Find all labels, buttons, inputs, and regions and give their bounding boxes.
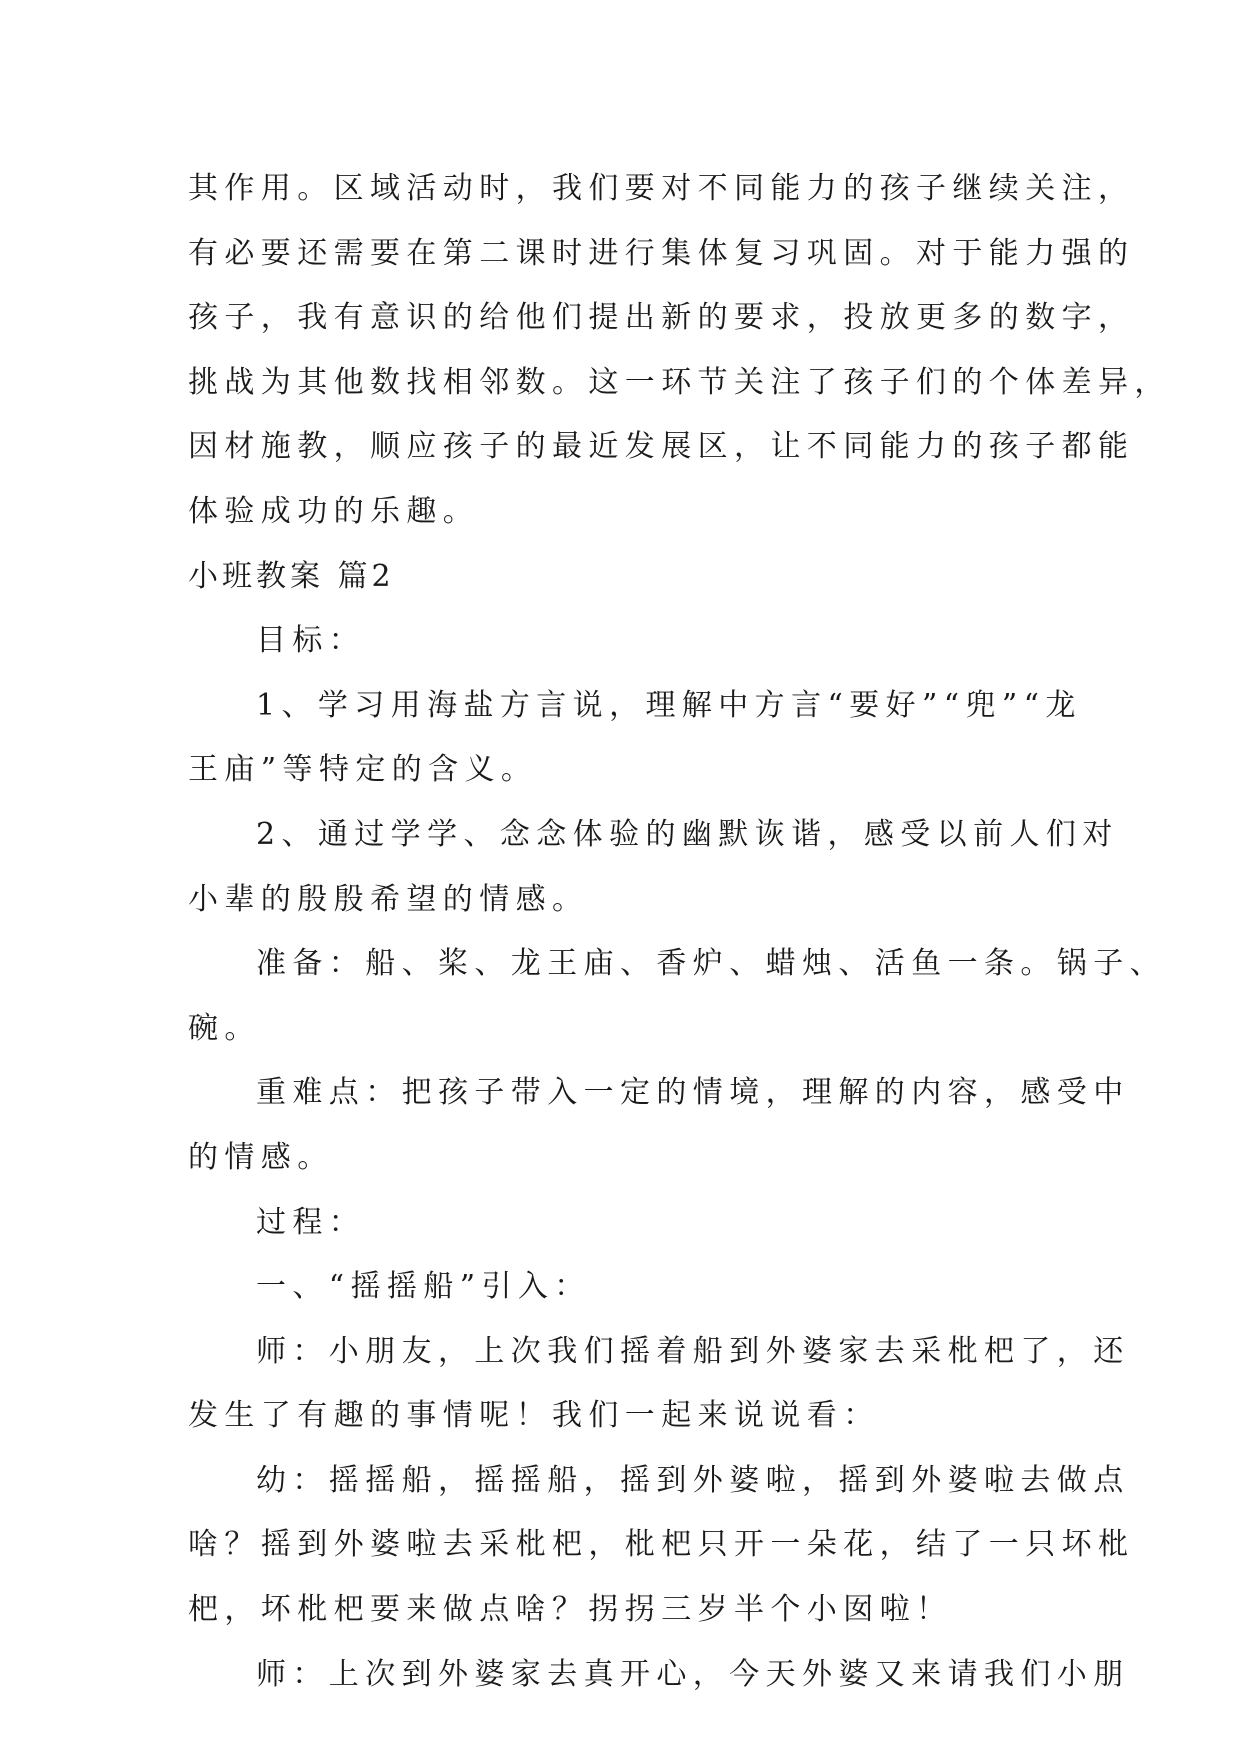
subheading-goals: 目标： <box>256 623 366 659</box>
text-line: 碗。 <box>188 1010 261 1046</box>
text-line: 的情感。 <box>188 1139 334 1175</box>
text-line: 幼：摇摇船，摇摇船，摇到外婆啦，摇到外婆啦去做点 <box>256 1462 1130 1498</box>
text-line: 师：上次到外婆家去真开心，今天外婆又来请我们小朋 <box>256 1656 1130 1692</box>
text-line: 其作用。区域活动时，我们要对不同能力的孩子继续关注， <box>188 171 1135 206</box>
text-line: 体验成功的乐趣。 <box>188 493 480 529</box>
text-line: 孩子，我有意识的给他们提出新的要求，投放更多的数字， <box>188 300 1135 336</box>
text-line: 准备：船、桨、龙王庙、香炉、蜡烛、活鱼一条。锅子、 <box>256 946 1166 982</box>
text-line: 啥？摇到外婆啦去采枇杷，枇杷只开一朵花，结了一只坏枇 <box>188 1527 1135 1563</box>
text-line: 一、“摇摇船”引入： <box>256 1269 591 1305</box>
text-line: 有必要还需要在第二课时进行集体复习巩固。对于能力强的 <box>188 235 1135 271</box>
text-line: 小辈的殷殷希望的情感。 <box>188 881 589 917</box>
text-line: 2、通过学学、念念体验的幽默诙谐，感受以前人们对 <box>256 816 1119 852</box>
text-line: 王庙”等特定的含义。 <box>188 752 538 788</box>
subheading-process: 过程： <box>256 1204 366 1240</box>
text-line: 1、学习用海盐方言说，理解中方言“要好”“兜”“龙 <box>256 687 1082 723</box>
document-body <box>188 157 1171 1707</box>
text-line: 杷，坏枇杷要来做点啥？拐拐三岁半个小囡啦！ <box>188 1592 953 1628</box>
text-line: 挑战为其他数找相邻数。这一环节关注了孩子们的个体差异， <box>188 364 1171 400</box>
section-heading: 小班教案 篇2 <box>188 558 395 594</box>
text-line: 师：小朋友，上次我们摇着船到外婆家去采枇杷了，还 <box>256 1333 1130 1369</box>
text-line: 重难点：把孩子带入一定的情境，理解的内容，感受中 <box>256 1075 1130 1111</box>
text-line: 发生了有趣的事情呢！我们一起来说说看： <box>188 1398 880 1434</box>
text-line: 因材施教，顺应孩子的最近发展区，让不同能力的孩子都能 <box>188 429 1135 465</box>
